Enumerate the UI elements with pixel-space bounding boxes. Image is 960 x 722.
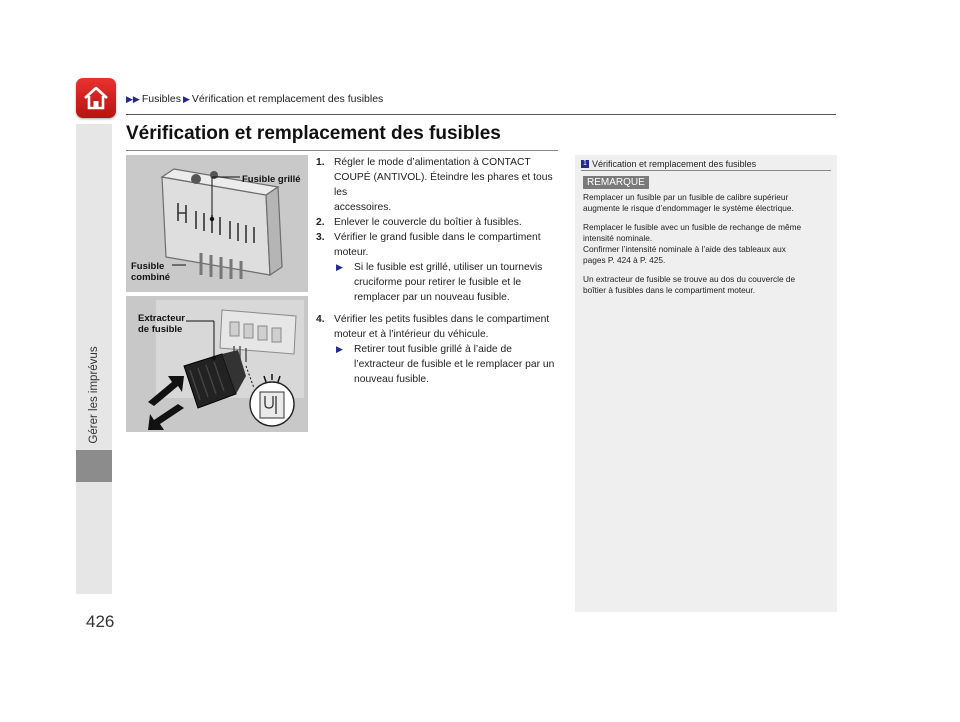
substep-text: Si le fusible est grillé, utiliser un tournevis (354, 262, 543, 273)
breadcrumb-item[interactable]: Fusibles (141, 93, 181, 105)
fuse-puller-image (126, 296, 308, 432)
step-text: Régler le mode d’alimentation à CONTACT (334, 157, 531, 168)
remark-badge: REMARQUE (583, 176, 649, 189)
step-3 (316, 230, 562, 260)
note-rule (581, 170, 831, 171)
step-3-substep (334, 260, 562, 305)
callout-combined-fuse-l2: combiné (131, 272, 171, 283)
callout-blown-fuse: Fusible grillé (242, 174, 301, 185)
note-header-text: Vérification et remplacement des fusibles (592, 159, 757, 169)
substep-text: nouveau fusible. (354, 374, 429, 385)
note-marker-icon: 1 (581, 160, 589, 168)
step-number: 1. (316, 157, 325, 168)
header-rule (126, 114, 836, 115)
note-paragraph (583, 274, 831, 296)
substep-text: l’extracteur de fusible et le remplacer par un (354, 359, 555, 370)
callout-combined-fuse-l1: Fusible (131, 261, 165, 272)
triangle-right-icon: ▶ (182, 93, 190, 104)
step-text: accessoires. (334, 202, 392, 213)
note-line: Remplacer un fusible par un fusible de calibre supérieur (583, 192, 789, 202)
fuse-block-image (126, 155, 308, 292)
step-text: moteur et à l’intérieur du véhicule. (334, 329, 489, 340)
note-header (581, 159, 756, 169)
page-reference-link[interactable]: pages P. 424 à P. 425. (583, 255, 666, 265)
home-icon (82, 85, 110, 111)
note-body (583, 192, 831, 304)
substep-text: cruciforme pour retirer le fusible et le (354, 277, 522, 288)
sidebar-active-tab[interactable] (76, 450, 112, 482)
step-number: 2. (316, 217, 325, 228)
step-text: Vérifier le grand fusible dans le compartiment (334, 232, 541, 243)
callout-fuse-puller-l1: Extracteur (138, 313, 185, 324)
breadcrumb-item[interactable]: Vérification et remplacement des fusibles (191, 93, 384, 105)
note-line: intensité nominale. (583, 233, 653, 243)
instruction-steps (316, 155, 562, 387)
note-line: augmente le risque d’endommager le système électrique. (583, 203, 794, 213)
home-button[interactable] (76, 78, 116, 118)
callout-fuse-puller-l2: de fusible (138, 324, 183, 335)
step-4-substep (334, 342, 562, 387)
triangle-right-icon: ▶ (336, 262, 343, 272)
step-text: Enlever le couvercle du boîtier à fusibles. (334, 217, 522, 228)
step-1 (316, 155, 562, 215)
triangle-right-icon: ▶ (336, 344, 343, 354)
step-2 (316, 215, 562, 230)
substep-text: remplacer par un nouveau fusible. (354, 292, 510, 303)
step-text: moteur. (334, 247, 369, 258)
step-number: 4. (316, 314, 325, 325)
title-rule (126, 150, 558, 151)
note-paragraph (583, 222, 831, 266)
side-note-panel (575, 155, 837, 612)
step-text: COUPÉ (ANTIVOL). Éteindre les phares et tous les (334, 172, 553, 198)
substep-text: Retirer tout fusible grillé à l’aide de (354, 344, 512, 355)
note-paragraph (583, 192, 831, 214)
step-number: 3. (316, 232, 325, 243)
triangle-right-icon: ▶▶ (126, 93, 140, 104)
step-text: Vérifier les petits fusibles dans le compartiment (334, 314, 550, 325)
note-line: Remplacer le fusible avec un fusible de rechange de même (583, 222, 802, 232)
chapter-label: Gérer les imprévus (88, 346, 100, 444)
note-line: Un extracteur de fusible se trouve au dos du couvercle de (583, 274, 796, 284)
step-4 (316, 312, 562, 342)
note-line: boîtier à fusibles dans le compartiment moteur. (583, 285, 756, 295)
page-number: 426 (86, 612, 115, 631)
breadcrumb (126, 93, 383, 105)
page-title: Vérification et remplacement des fusibles (126, 123, 501, 144)
note-line: Confirmer l’intensité nominale à l’aide des tableaux aux (583, 244, 786, 254)
